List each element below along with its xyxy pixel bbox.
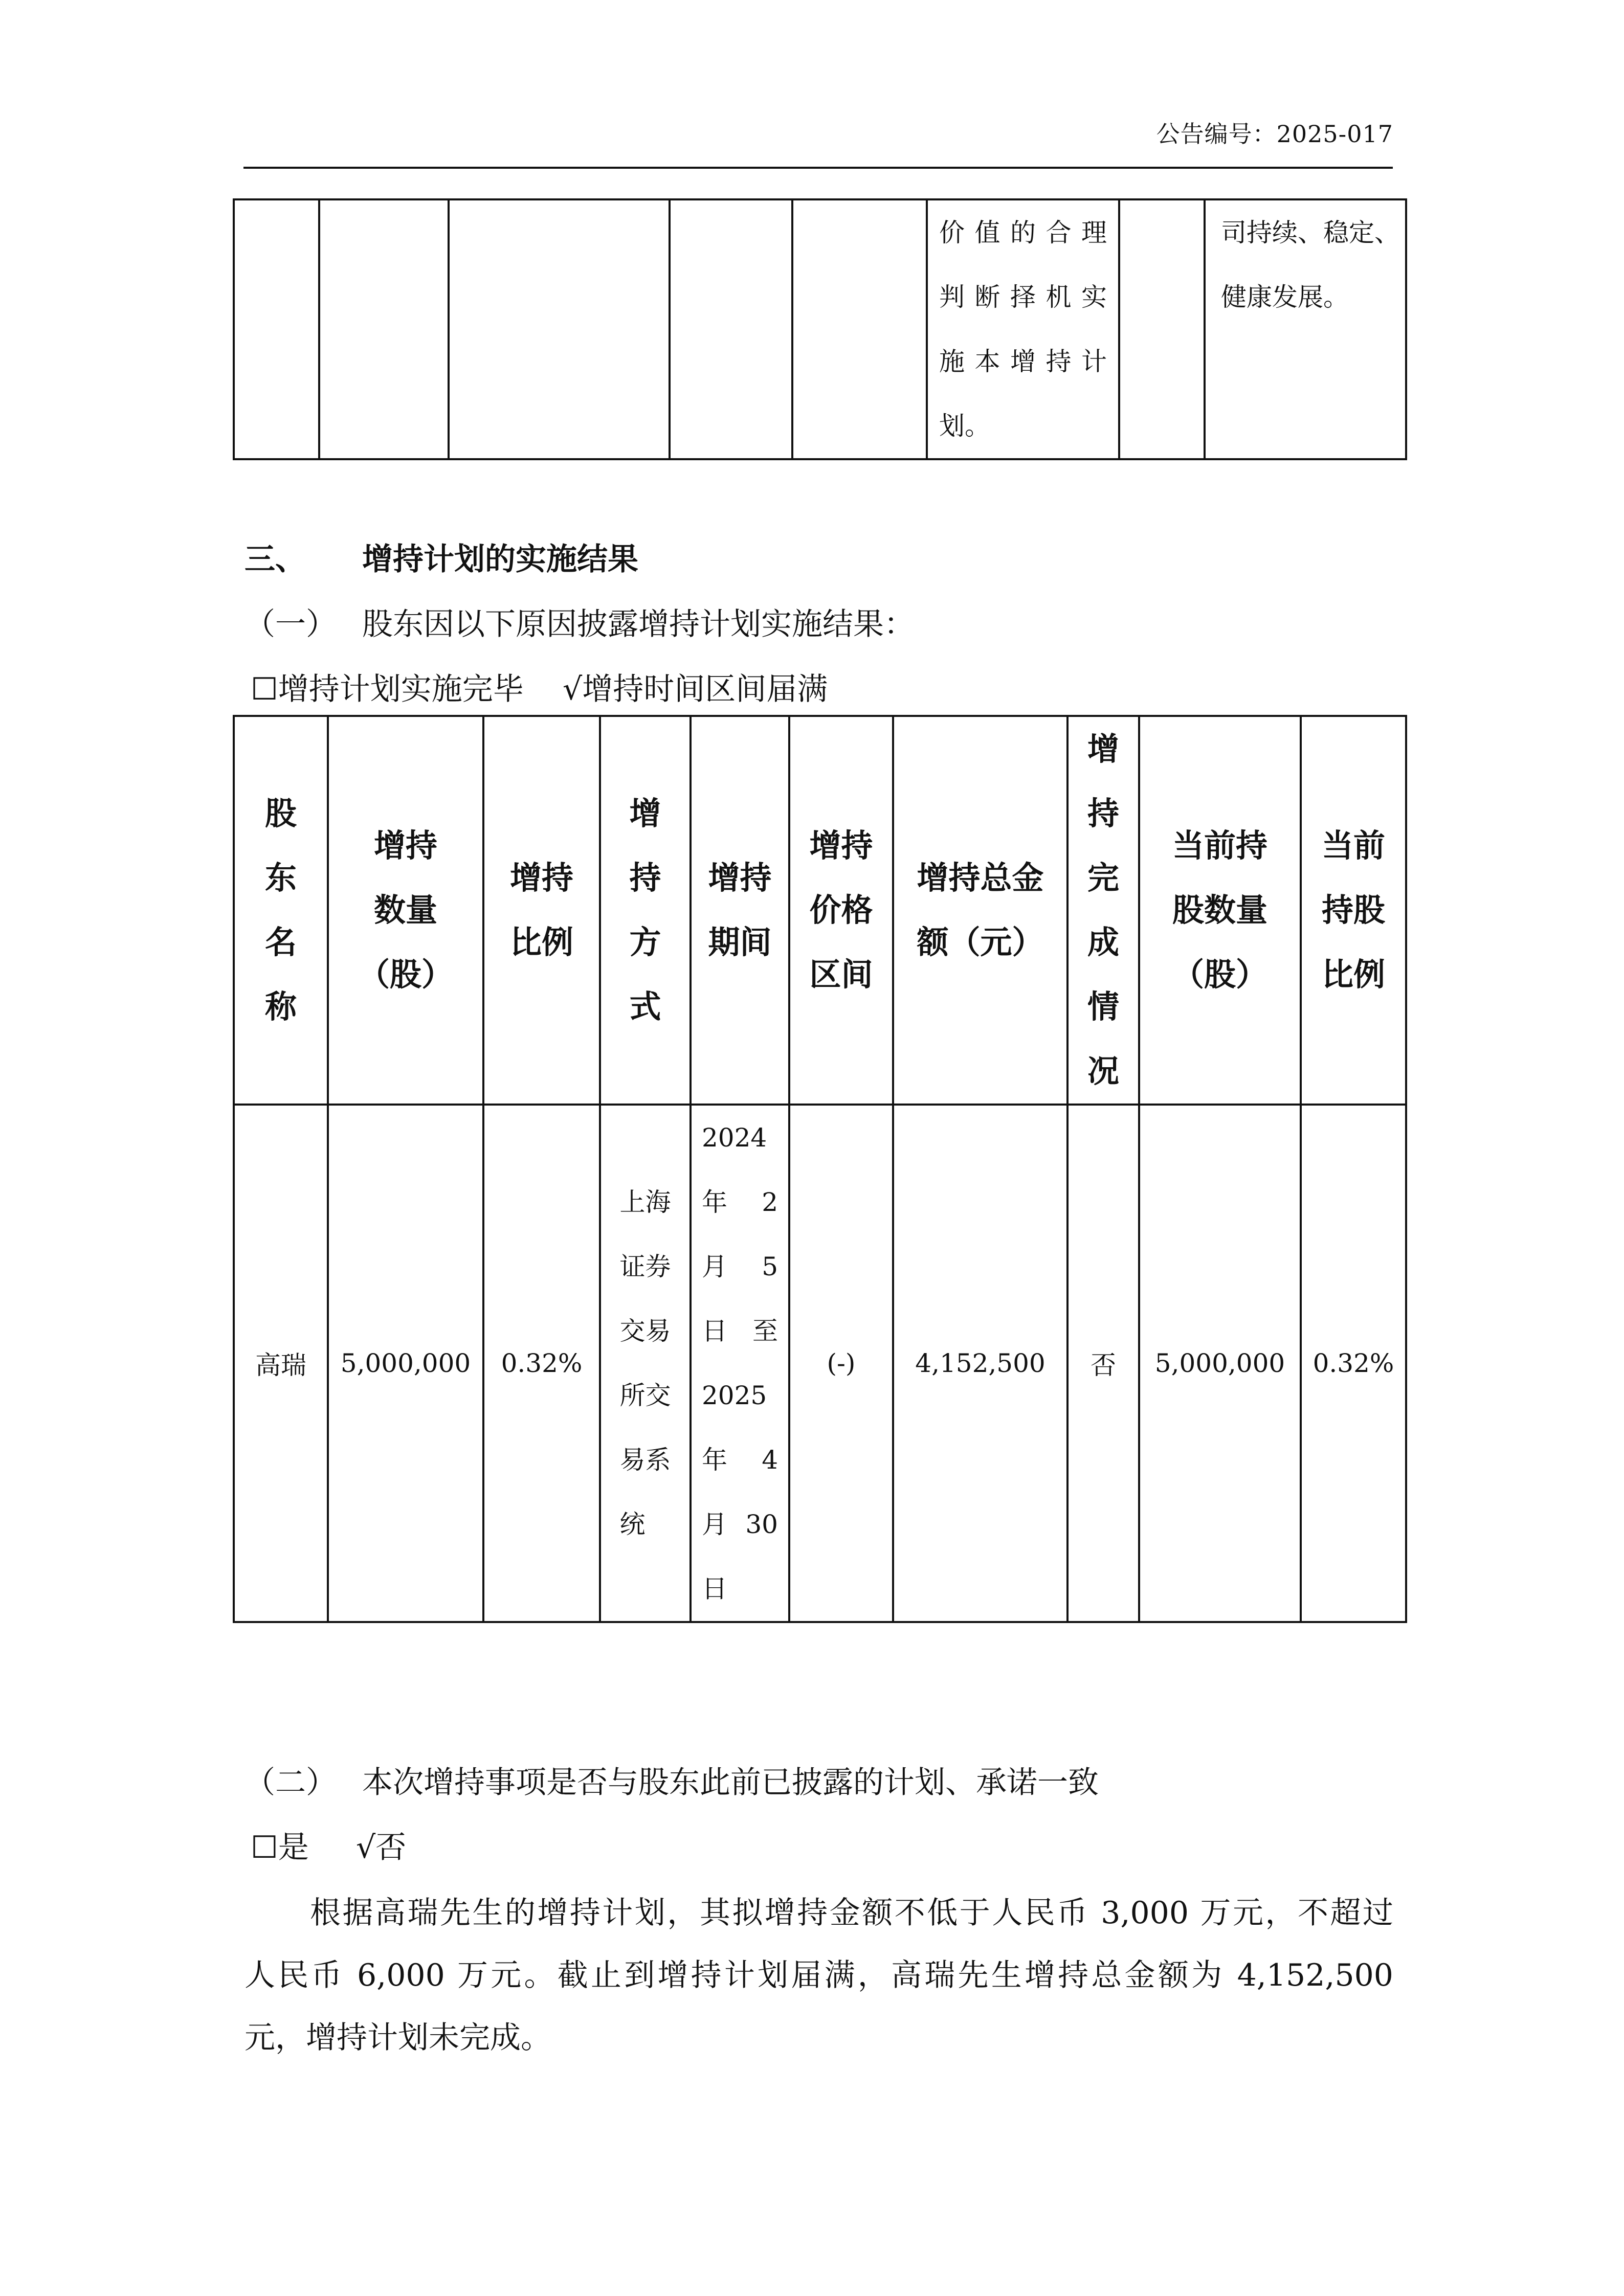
checkbox-yes: ☐是 xyxy=(251,1830,309,1865)
cell-line: 施本增持计 xyxy=(939,347,1107,376)
header-completion: 增持完成情况 xyxy=(1067,716,1139,1105)
subsection-text: 股东因以下原因披露增持计划实施结果： xyxy=(362,606,915,642)
subsection-text: 本次增持事项是否与股东此前已披露的计划、承诺一致 xyxy=(362,1765,1099,1800)
header-period: 增持 期间 xyxy=(691,716,789,1105)
subsection-number: （二） xyxy=(244,1765,337,1800)
header-current-quantity: 当前持 股数量 （股） xyxy=(1139,716,1301,1105)
table-cell xyxy=(449,199,670,459)
paragraph-line: 根据高瑞先生的增持计划，其拟增持金额不低于人民币 3,000 万元，不超过 xyxy=(310,1895,1393,1931)
continued-table xyxy=(233,198,1407,460)
table-cell xyxy=(792,199,927,459)
cell-quantity: 5,000,000 xyxy=(328,1105,483,1622)
table-cell xyxy=(670,199,792,459)
cell-line: 划。 xyxy=(939,411,990,441)
checkbox-period-expired: √增持时间区间届满 xyxy=(563,671,828,707)
checkbox-plan-complete: ☐增持计划实施完毕 xyxy=(251,671,524,707)
cell-line: 司持续、稳定、 xyxy=(1221,218,1400,247)
paragraph-line: 人民币 6,000 万元。截止到增持计划届满，高瑞先生增持总金额为 4,152,500 xyxy=(244,1957,1393,1993)
cell-current-ratio: 0.32% xyxy=(1301,1105,1406,1622)
section-number: 三、 xyxy=(244,542,306,577)
table-cell xyxy=(234,199,319,459)
cell-completion: 否 xyxy=(1067,1105,1139,1622)
table-cell-reason xyxy=(927,199,1119,459)
header-current-ratio: 当前 持股 比例 xyxy=(1301,716,1406,1105)
conclusion-paragraph xyxy=(244,1882,1393,2069)
header-price-range: 增持 价格 区间 xyxy=(789,716,893,1105)
paragraph-line: 元，增持计划未完成。 xyxy=(244,2020,551,2056)
result-table xyxy=(233,715,1407,1623)
cell-line: 价值的合理 xyxy=(939,218,1107,247)
subsection-number: （一） xyxy=(244,606,337,642)
cell-total-amount: 4,152,500 xyxy=(893,1105,1067,1622)
cell-method: 上海 证券 交易 所交 易系 统 xyxy=(600,1105,691,1622)
header-total-amount: 增持总金 额（元） xyxy=(893,716,1067,1105)
header-method: 增持方式 xyxy=(600,716,691,1105)
table-cell-purpose xyxy=(1205,199,1406,459)
cell-line: 判断择机实 xyxy=(939,282,1107,312)
cell-period: 2024 年 2 月 5 日 至 2025 年 4 月 30 日 xyxy=(691,1105,789,1622)
cell-ratio: 0.32% xyxy=(483,1105,600,1622)
header-divider xyxy=(243,167,1393,169)
cell-price-range: (-) xyxy=(789,1105,893,1622)
section-title: 增持计划的实施结果 xyxy=(362,542,638,577)
cell-line: 健康发展。 xyxy=(1221,282,1349,312)
announcement-number: 公告编号：2025-017 xyxy=(1156,120,1393,148)
header-shareholder-name: 股东名称 xyxy=(234,716,328,1105)
header-quantity: 增持 数量 （股） xyxy=(328,716,483,1105)
checkbox-no: √否 xyxy=(356,1830,407,1865)
table-cell xyxy=(319,199,449,459)
cell-current-quantity: 5,000,000 xyxy=(1139,1105,1301,1622)
header-ratio: 增持 比例 xyxy=(483,716,600,1105)
table-cell xyxy=(1119,199,1205,459)
cell-shareholder-name: 高瑞 xyxy=(234,1105,328,1622)
